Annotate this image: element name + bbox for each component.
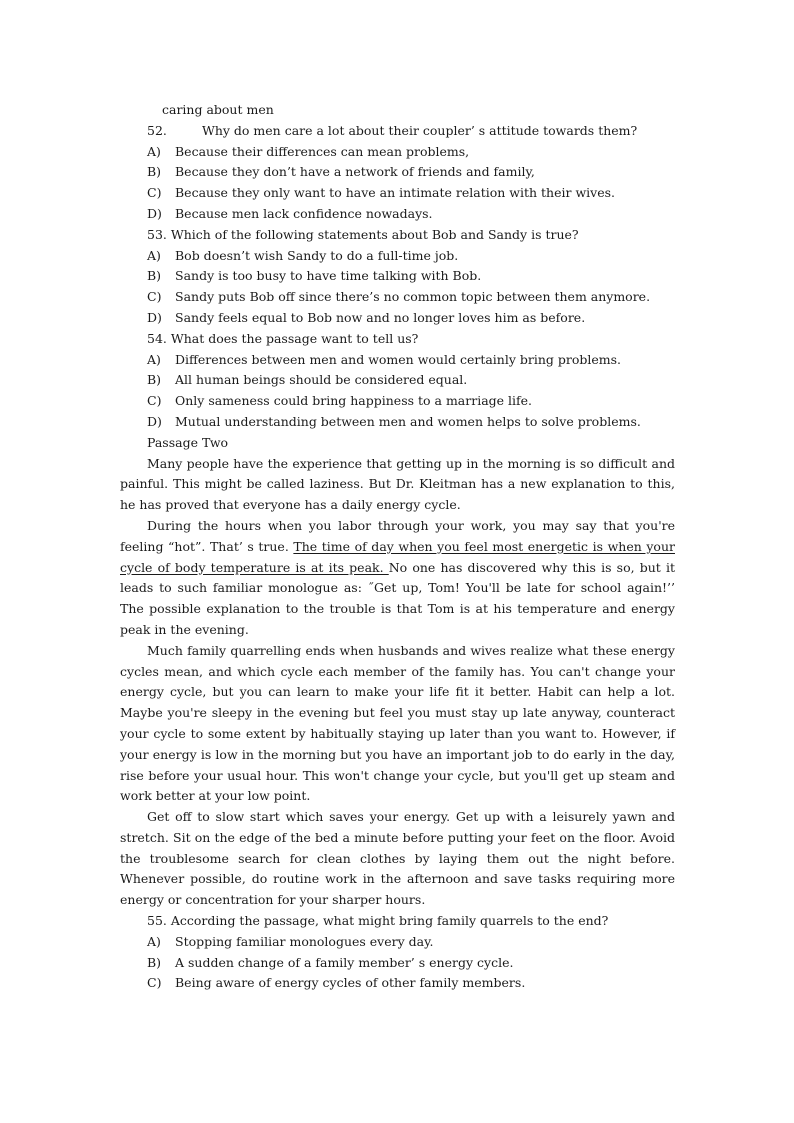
question-52: [120, 121, 675, 142]
question-55: [120, 911, 675, 932]
passage-heading: Passage Two: [147, 434, 229, 450]
question-text: Which of the following statements about Bob and Sandy is true?: [170, 226, 579, 242]
passage-paragraph-1: Many people have the experience that getting up in the morning is so difficult and painful. This might be called laziness. But Dr. Kleitman has a new explanation to this, he has proved that everyone has a daily energy cycle.: [120, 455, 675, 513]
option-d: D) Sandy feels equal to Bob now and no longer loves him as before.: [147, 309, 586, 325]
option-c: C) Sandy puts Bob off since there’s no common topic between them anymore.: [147, 289, 651, 305]
passage-paragraph-2: During the hours when you labor through your work, you may say that you're feeling “hot”. That’ s true. The time of day when you feel most energetic is when your cycle of body temperature is at its peak. No one has discovered why this is so, but it leads to such familiar monologue as: ˝Get up, Tom! You'll be late for school again!’’ The possible explanation to the trouble is that Tom is at his temperature and energy peak in the evening.: [120, 517, 675, 637]
question-number: 53.: [147, 226, 167, 242]
option-a: A) Because their differences can mean problems,: [147, 143, 470, 159]
option-b: B) All human beings should be considered equal.: [147, 372, 468, 388]
option-d: D) Mutual understanding between men and women helps to solve problems.: [147, 413, 641, 429]
option-b: B) A sudden change of a family member’ s energy cycle.: [147, 954, 514, 970]
option-c: C) Being aware of energy cycles of other family members.: [147, 975, 526, 991]
question-number: 54.: [147, 330, 167, 346]
option-d: D) Because men lack confidence nowadays.: [147, 205, 433, 221]
question-number: 52.: [147, 122, 167, 138]
question-text: Why do men care a lot about their coupler’ s attitude towards them?: [202, 122, 638, 138]
option-b: B) Sandy is too busy to have time talking with Bob.: [147, 268, 482, 284]
question-54: [120, 329, 675, 350]
passage-paragraph-3: Much family quarrelling ends when husbands and wives realize what these energy cycles mean, and which cycle each member of the family has. You can't change your energy cycle, but you can learn to make your life fit it better. Habit can help a lot. Maybe you're sleepy in the evening but feel you must stay up late anyway, counteract your cycle to some extent by habitually staying up later than you want to. However, if your energy is low in the morning but you have an important job to do early in the day, rise before your usual hour. This won't change your cycle, but you'll get up steam and work better at your low point.: [120, 642, 675, 804]
question-53: [120, 225, 675, 246]
document-content: [120, 100, 675, 994]
option-a: A) Stopping familiar monologues every day.: [147, 933, 434, 949]
option-a: A) Bob doesn’t wish Sandy to do a full-time job.: [147, 247, 459, 263]
question-text: What does the passage want to tell us?: [170, 330, 419, 346]
option-c: C) Only sameness could bring happiness to a marriage life.: [147, 393, 533, 409]
previous-option-tail: caring about men: [162, 102, 274, 117]
underlined-sentence: The time of day when you feel most energetic is when your cycle of body temperature is at its peak.: [120, 538, 675, 575]
option-b: B) Because they don’t have a network of friends and family,: [147, 164, 535, 180]
passage-paragraph-4: Get off to slow start which saves your energy. Get up with a leisurely yawn and stretch. Sit on the edge of the bed a minute before putting your feet on the floor. Avoid the troublesome search for clean clothes by laying them out the night before. Whenever possible, do routine work in the afternoon and save tasks requiring more energy or concentration for your sharper hours.: [120, 809, 675, 908]
question-number: 55.: [147, 913, 167, 929]
option-c: C) Because they only want to have an intimate relation with their wives.: [147, 185, 615, 201]
option-a: A) Differences between men and women would certainly bring problems.: [147, 351, 622, 367]
question-text: According the passage, what might bring family quarrels to the end?: [170, 913, 609, 929]
